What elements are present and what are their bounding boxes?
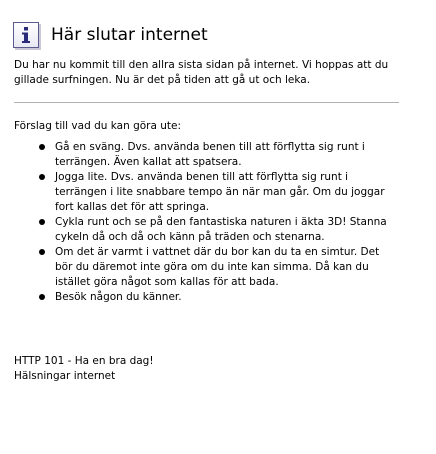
bullet-icon bbox=[39, 294, 45, 300]
list-item bbox=[38, 245, 398, 290]
suggestions-list bbox=[38, 140, 398, 305]
list-item-text: Gå en sväng. Dvs. använda benen till att förflytta sig runt i terrängen. Även kallat att spatsera. bbox=[55, 141, 365, 168]
bullet-icon bbox=[39, 174, 45, 180]
list-item bbox=[38, 170, 398, 215]
bullet-icon bbox=[39, 219, 45, 225]
divider bbox=[14, 102, 399, 103]
intro-text: Du har nu kommit till den allra sista sidan på internet. Vi hoppas att du gillade surfningen. Nu är det på tiden att gå ut och leka. bbox=[14, 59, 389, 86]
http-status-line: HTTP 101 - Ha en bra dag! bbox=[14, 355, 154, 367]
list-item-text: Cykla runt och se på den fantastiska naturen i äkta 3D! Stanna cykeln då och då och känn på träden och stenarna. bbox=[55, 216, 387, 243]
list-item bbox=[38, 140, 398, 170]
page-header bbox=[13, 13, 208, 58]
list-item-text: Besök någon du känner. bbox=[55, 291, 182, 303]
footer bbox=[14, 354, 154, 384]
list-item-text: Jogga lite. Dvs. använda benen till att förflytta sig runt i terrängen i lite snabbare tempo än när man går. Om du joggar fort kallas det för att springa. bbox=[55, 171, 385, 213]
signature: Hälsningar internet bbox=[14, 370, 116, 382]
list-item bbox=[38, 215, 398, 245]
bullet-icon bbox=[39, 249, 45, 255]
suggestions-heading: Förslag till vad du kan göra ute: bbox=[14, 120, 182, 132]
page-title: Här slutar internet bbox=[51, 25, 208, 46]
info-icon bbox=[13, 22, 39, 48]
list-item-text: Om det är varmt i vattnet där du bor kan du ta en simtur. Det bör du däremot inte göra om du inte kan simma. Då kan du istället göra något som kallas för att bada. bbox=[55, 246, 380, 288]
bullet-icon bbox=[39, 144, 45, 150]
list-item bbox=[38, 290, 398, 305]
